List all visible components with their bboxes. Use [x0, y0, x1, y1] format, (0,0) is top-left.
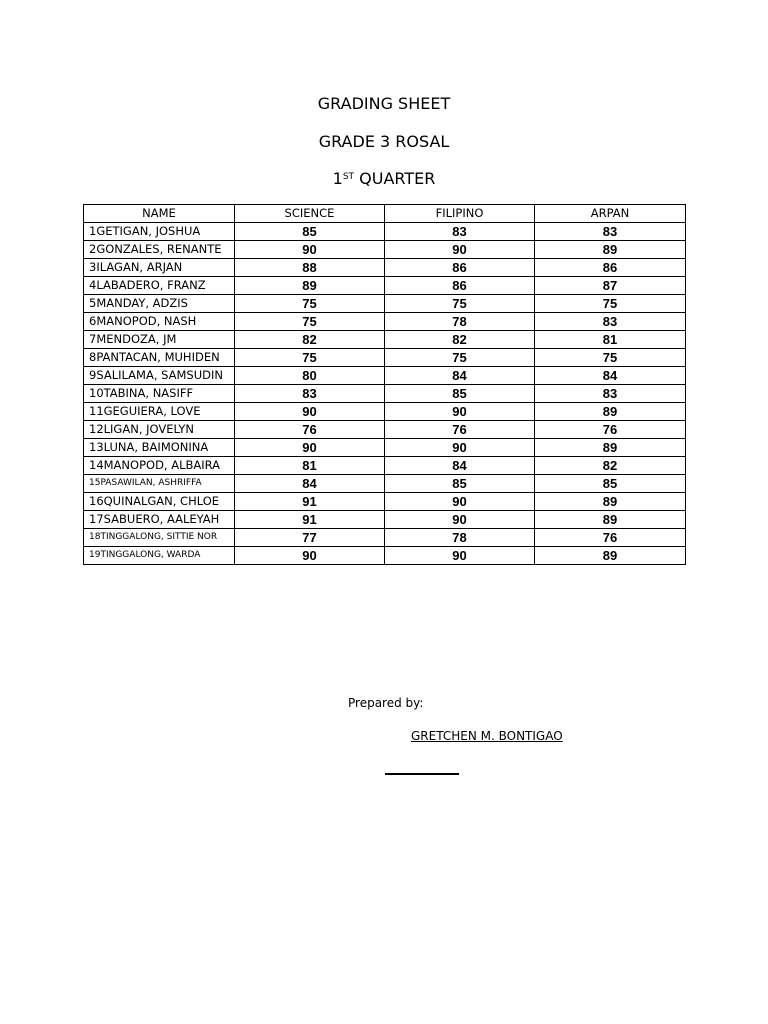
table-row	[84, 529, 686, 547]
science-grade-cell: 80	[235, 367, 385, 385]
student-name-cell: 16QUINALGAN, CHLOE	[84, 493, 235, 511]
arpan-grade-cell: 89	[535, 403, 686, 421]
student-name-cell: 6MANOPOD, NASH	[84, 313, 235, 331]
filipino-grade-cell: 76	[385, 421, 535, 439]
science-grade-cell: 91	[235, 511, 385, 529]
arpan-grade-cell: 89	[535, 241, 686, 259]
student-name-cell: 11GEGUIERA, LOVE	[84, 403, 235, 421]
arpan-grade-cell: 89	[535, 439, 686, 457]
science-grade-cell: 76	[235, 421, 385, 439]
filipino-grade-cell: 90	[385, 439, 535, 457]
student-name-cell: 1GETIGAN, JOSHUA	[84, 223, 235, 241]
table-row	[84, 223, 686, 241]
science-grade-cell: 77	[235, 529, 385, 547]
quarter-number: 1	[332, 169, 343, 188]
table-row	[84, 367, 686, 385]
arpan-grade-cell: 89	[535, 547, 686, 565]
table-row	[84, 277, 686, 295]
student-name-cell: 4LABADERO, FRANZ	[84, 277, 235, 295]
student-name-cell: 2GONZALES, RENANTE	[84, 241, 235, 259]
student-name-cell: 17SABUERO, AALEYAH	[84, 511, 235, 529]
filipino-grade-cell: 78	[385, 529, 535, 547]
table-row	[84, 331, 686, 349]
arpan-grade-cell: 82	[535, 457, 686, 475]
student-name-cell: 15PASAWILAN, ASHRIFFA	[84, 475, 235, 493]
quarter-heading	[0, 169, 768, 189]
filipino-grade-cell: 86	[385, 277, 535, 295]
filipino-grade-cell: 90	[385, 403, 535, 421]
table-row	[84, 295, 686, 313]
filipino-grade-cell: 84	[385, 457, 535, 475]
column-header-name: NAME	[84, 205, 235, 223]
science-grade-cell: 82	[235, 331, 385, 349]
science-grade-cell: 81	[235, 457, 385, 475]
student-name-cell: 7MENDOZA, JM	[84, 331, 235, 349]
document-title: GRADING SHEET	[317, 94, 451, 113]
table-row	[84, 421, 686, 439]
science-grade-cell: 88	[235, 259, 385, 277]
quarter-suffix: ST	[342, 172, 355, 182]
science-grade-cell: 75	[235, 349, 385, 367]
science-grade-cell: 90	[235, 241, 385, 259]
student-name-cell: 18TINGGALONG, SITTIE NOR	[84, 529, 235, 547]
science-grade-cell: 75	[235, 295, 385, 313]
arpan-grade-cell: 76	[535, 529, 686, 547]
table-row	[84, 349, 686, 367]
student-name-cell: 9SALILAMA, SAMSUDIN	[84, 367, 235, 385]
arpan-grade-cell: 83	[535, 313, 686, 331]
science-grade-cell: 84	[235, 475, 385, 493]
science-grade-cell: 75	[235, 313, 385, 331]
filipino-grade-cell: 75	[385, 295, 535, 313]
table-body	[84, 223, 686, 565]
arpan-grade-cell: 89	[535, 493, 686, 511]
filipino-grade-cell: 78	[385, 313, 535, 331]
student-name-cell: 10TABINA, NASIFF	[84, 385, 235, 403]
science-grade-cell: 91	[235, 493, 385, 511]
table-row	[84, 475, 686, 493]
science-grade-cell: 90	[235, 547, 385, 565]
class-section: GRADE 3 ROSAL	[318, 132, 450, 151]
filipino-grade-cell: 75	[385, 349, 535, 367]
arpan-grade-cell: 84	[535, 367, 686, 385]
arpan-grade-cell: 85	[535, 475, 686, 493]
science-grade-cell: 90	[235, 403, 385, 421]
prepared-by-label: Prepared by:	[348, 696, 424, 710]
filipino-grade-cell: 90	[385, 493, 535, 511]
column-header-filipino: FILIPINO	[385, 205, 535, 223]
student-name-cell: 8PANTACAN, MUHIDEN	[84, 349, 235, 367]
table-row	[84, 457, 686, 475]
arpan-grade-cell: 87	[535, 277, 686, 295]
column-header-science: SCIENCE	[235, 205, 385, 223]
arpan-grade-cell: 76	[535, 421, 686, 439]
science-grade-cell: 89	[235, 277, 385, 295]
filipino-grade-cell: 85	[385, 385, 535, 403]
quarter-label: QUARTER	[359, 169, 436, 188]
column-header-arpan: ARPAN	[535, 205, 686, 223]
grades-table	[83, 204, 686, 565]
filipino-grade-cell: 90	[385, 547, 535, 565]
filipino-grade-cell: 90	[385, 241, 535, 259]
table-row	[84, 259, 686, 277]
table-row	[84, 385, 686, 403]
arpan-grade-cell: 75	[535, 295, 686, 313]
filipino-grade-cell: 86	[385, 259, 535, 277]
arpan-grade-cell: 75	[535, 349, 686, 367]
filipino-grade-cell: 90	[385, 511, 535, 529]
student-name-cell: 13LUNA, BAIMONINA	[84, 439, 235, 457]
signature-line	[385, 773, 459, 775]
table-row	[84, 547, 686, 565]
table-row	[84, 313, 686, 331]
student-name-cell: 3ILAGAN, ARJAN	[84, 259, 235, 277]
table-row	[84, 241, 686, 259]
preparer-name: GRETCHEN M. BONTIGAO	[411, 729, 563, 743]
table-row	[84, 403, 686, 421]
filipino-grade-cell: 82	[385, 331, 535, 349]
table-row	[84, 493, 686, 511]
student-name-cell: 19TINGGALONG, WARDA	[84, 547, 235, 565]
student-name-cell: 12LIGAN, JOVELYN	[84, 421, 235, 439]
arpan-grade-cell: 83	[535, 385, 686, 403]
arpan-grade-cell: 81	[535, 331, 686, 349]
student-name-cell: 5MANDAY, ADZIS	[84, 295, 235, 313]
student-name-cell: 14MANOPOD, ALBAIRA	[84, 457, 235, 475]
science-grade-cell: 85	[235, 223, 385, 241]
arpan-grade-cell: 83	[535, 223, 686, 241]
arpan-grade-cell: 89	[535, 511, 686, 529]
science-grade-cell: 83	[235, 385, 385, 403]
table-row	[84, 511, 686, 529]
science-grade-cell: 90	[235, 439, 385, 457]
filipino-grade-cell: 85	[385, 475, 535, 493]
filipino-grade-cell: 84	[385, 367, 535, 385]
table-row	[84, 439, 686, 457]
arpan-grade-cell: 86	[535, 259, 686, 277]
filipino-grade-cell: 83	[385, 223, 535, 241]
table-header-row	[84, 205, 686, 223]
